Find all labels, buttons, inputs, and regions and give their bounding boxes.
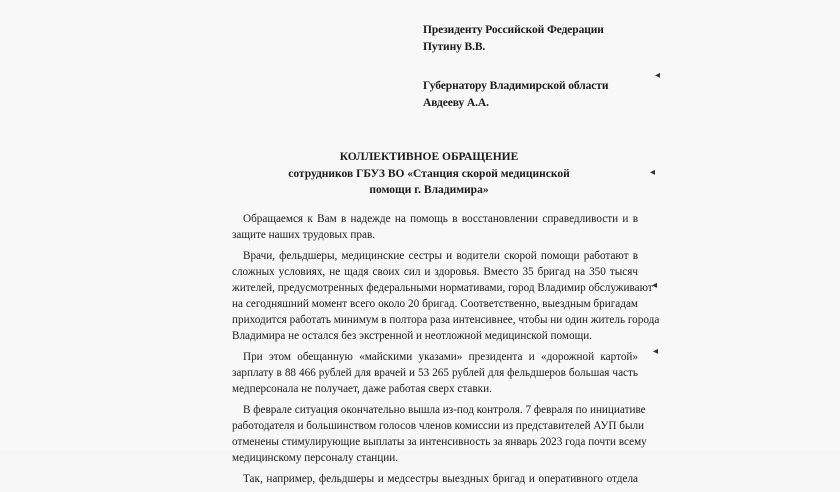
paragraph-3 [232,349,638,397]
scan-margin-mark: ◂ [652,280,658,291]
paragraph-line: При этом обещанную «майскими указами» президента и «дорожной картой» [243,351,638,363]
addressee-governor-name: Авдееву А.А. [423,97,489,109]
addressee-president-title: Президенту Российской Федерации [423,24,604,36]
paragraph-line: защите наших трудовых прав. [232,229,376,241]
paragraph-line: работодателя и большинством голосов членов комиссии из представителей АУП были [232,420,645,432]
document-title [240,149,618,199]
paragraph-line: жителей, предусмотренных федеральными нормативами, город Владимир обслуживают [232,282,653,294]
title-subheading-line2: помощи г. Владимира» [369,184,489,196]
paragraph-line: медперсонала не получает, даже работая сверх ставки. [232,383,492,395]
paragraph-line: Так, например, фельдшеры и медсестры выездных бригад и оперативного отдела [243,473,638,485]
title-heading: КОЛЛЕКТИВНОЕ ОБРАЩЕНИЕ [339,151,519,163]
paragraph-line: на сегодняшний момент всего около 20 бригад. Соответственно, выездным бригадам [232,298,638,310]
addressee-president-name: Путину В.В. [423,41,486,53]
scan-margin-mark: ◂ [653,346,659,357]
paragraph-line: Врачи, фельдшеры, медицинские сестры и водители скорой помощи работают в [243,250,638,262]
scan-margin-mark: ◂ [655,70,661,81]
paragraph-2 [232,248,660,344]
paragraph-line: зарплату в 88 466 рублей для врачей и 53 265 рублей для фельдшеров большая часть [232,367,638,379]
paragraph-line: В феврале ситуация окончательно вышла из-под контроля. 7 февраля по инициативе [243,404,646,416]
addressee-governor [423,78,608,112]
scan-margin-mark: ◂ [650,167,656,178]
paragraph-line: сложных условиях, не щадя своих сил и здоровья. Вместо 35 бригад на 350 тысяч [232,266,638,278]
paragraph-line: Владимира не остался без экстренной и неотложной медицинской помощи. [232,330,592,342]
paragraph-1 [232,211,638,243]
paragraph-4 [232,402,647,466]
paragraph-line: отменены стимулирующие выплаты за интенсивность за январь 2023 года почти всему [232,436,647,448]
paragraph-5 [243,471,638,487]
paragraph-line: приходится работать минимум в полтора раза интенсивнее, чтобы ни один житель города [232,314,660,326]
title-subheading-line1: сотрудников ГБУЗ ВО «Станция скорой медицинской [288,167,570,180]
addressee-governor-title: Губернатору Владимирской области [423,80,609,92]
paragraph-line: Обращаемся к Вам в надежде на помощь в восстановлении справедливости и в [243,213,638,225]
addressee-president [423,22,604,56]
paragraph-line: медицинскому персоналу станции. [232,452,399,464]
